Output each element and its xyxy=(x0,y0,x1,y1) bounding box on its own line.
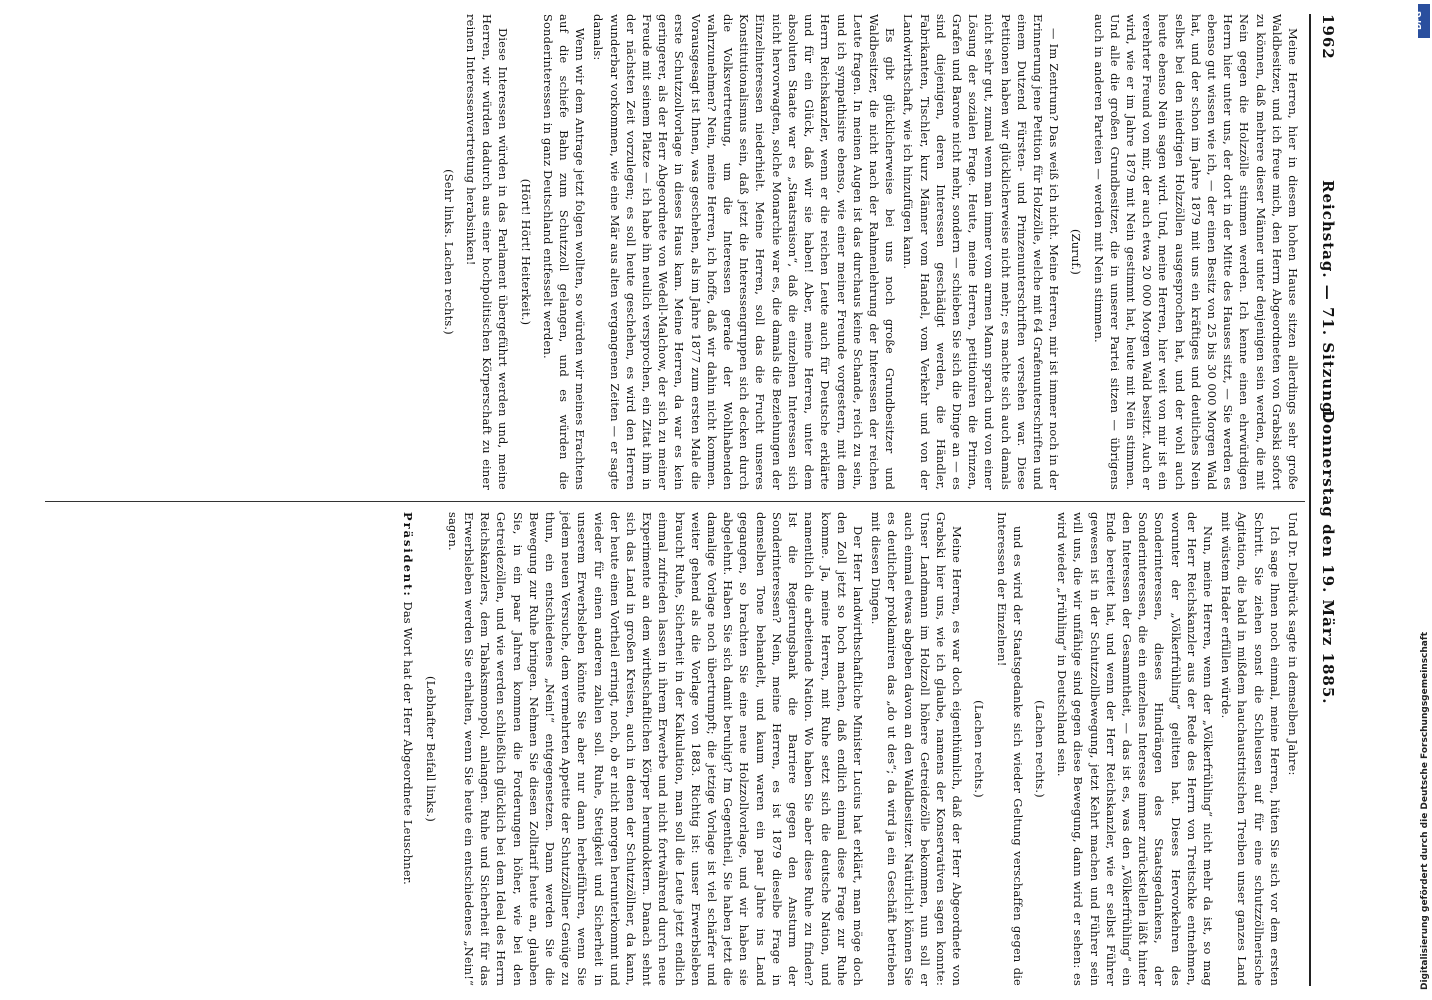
left-column xyxy=(435,14,1301,490)
header-rule xyxy=(1309,14,1311,986)
paragraph: Der Herr landwirthschaftliche Minister Lucius hat erklärt, man möge doch den Zoll jetzt so hoch machen, daß endlich einmal diese Frage zur Ruhe komme. Ja, meine Herren, mit Ruhe setzt sich die deutsche Nation, und namentlich die arbeitende Nation. Wo haben Sie aber diese Ruhe zu finden? Ist die Regierungsbank die Barriere gegen den Ansturm der Sonderinteressen? Nein, meine Herren, es ist 1879 dieselbe Frage in demselben Tone behandelt, und kaum waren ein paar Jahre ins Land gegangen, so brachten Sie eine neue Holzzollvorlage, und wir haben sie abgelehnt. Haben Sie sich damit beruhigt? Im Gegentheil, Sie haben jetzt die damalige Vorlage noch übertrumpft; die jetzige Vorlage ist viel schärfer und weiter gehend als die Vorlage von 1883. Richtig ist: unser Erwerbsleben braucht Ruhe, Sicherheit in der Kalkulation, man soll die Leute jetzt endlich einmal zufrieden lassen in ihrem Erwerbe und nicht fortwährend durch neue Experimente an dem wirthschaftlichen Körper herumdoktern. Danach sehnt sich das Land in großen Kreisen, auch in denen der Schutzzöllner, da kann, der heute einen Vortheil erringt, noch, ob er nicht morgen herunterkommt und wieder für einen anderen zahlen soll. Ruhe, Stetigkeit und Sicherheit in unserem Erwerbsleben könnte Sie aber nur dann herbeiführen, wenn Sie jedem neuen Versuche, dem vermehrten Appetite der Schutzzöllner Genüge zu thun, ein entschiedenes „Nein!“ entgegensetzen. Dann werden Sie die Bewegung zur Ruhe bringen. Nehmen Sie diesen Zolltarif heute an, glauben Sie, in ein paar Jahren kommen die Forderungen höher, wie bei den Getreidezöllen, und wie werden schließlich glücklich bei dem Ideal des Herrn Reichskanzlers, dem Tabaksmonopol, anlangen. Ruhe und Sicherheit für das Erwerbsleben werden Sie erhalten, wenn Sie heute ein entschiedenes „Nein!“ sagen. xyxy=(445,512,865,986)
paragraph: Meine Herren, es war doch eigenthümlich, daß der Herr Abgeordnete von Grabski hier uns, wie ich glaube, namens der Konservativen sagen konnte: Unser Landmann im Holzzoll höhere Getreidezölle bekommen, nun soll er auch einmal etwas abgeben davon an den Waldbesitzer. Natürlich! können Sie es deutlicher proklamiren das „do ut des“; da wird ja ein Geschäft betrieben mit diesen Dingen. xyxy=(869,512,965,986)
page-number: 1962 xyxy=(1319,14,1337,60)
stage-direction: (Hört! Hört! Heiterkeit.) xyxy=(518,178,533,326)
stage-direction: (Lachen rechts.) xyxy=(1032,700,1047,798)
paragraph: Und Dr. Delbrück sagte in demselben Jahre: xyxy=(1286,512,1300,776)
paragraph: Wenn wir dem Antrage jetzt folgen wollten, so würden wir meines Erachtens auf die schiefe Bahn zum Schutzzoll gelangen, und es würden die Sonderinteressen in ganz Deutschland entfesselt werden. xyxy=(540,14,588,490)
dfg-logo-text: DFG xyxy=(1413,11,1423,30)
right-column xyxy=(398,512,1301,986)
paragraph: und es wird der Staatsgedanke sich wieder Geltung verschaffen gegen die Interessen der Einzelnen! xyxy=(994,512,1025,986)
stage-direction: (Lachen rechts.) xyxy=(972,700,987,798)
page-header xyxy=(1311,0,1345,1000)
header-date: Donnerstag den 19. März 1885. xyxy=(1319,410,1337,705)
paragraph: Es gibt glücklicherweise bei uns noch große Grundbesitzer und Waldbesitzer, die nicht nach der Rahmenlehrung der Interessen der reichen Leute fragen. In meinen Augen ist das durchaus keine Schande, reich zu sein, und ich sympathisire ebenso, wie einer meiner Freunde vorgestern, mit dem Herrn Reichskanzler, wenn er die reichen Leute auch für Deutsche erklärte und für ein Glück, daß wir sie haben! Aber, meine Herren, unter dem absoluten Staate war es „Staatsraison“, daß die einzelnen Interessen sich nicht hervorwagten, solche Monarchie war es, die damals die Beziehungen der Einzelinteressen niederhielt. Meine Herren, soll das die Frucht unseres Konstitutionalismus sein, daß jetzt die Interessengruppen sich decken durch die Volksvertretung, um die Interessen gerade der Wohlhabenden wahrzunehmen? Nein, meine Herren, ich hoffe, daß wir dahin nicht kommen. Vorausgesagt ist Ihnen, was geschehen, als im Jahre 1877 zum ersten Male die erste Schutzzollvorlage in dieses Haus kam. Meine Herren, da war es kein geringerer, als der Herr Abgeordnete von Wedell-Malchow, der sich zu meiner Freude mit seinem Platze — ich habe ihn neulich versprochen, ein Zitat ihm in der nächsten Zeit vorzulegen; es soll heute geschehen, es wird den Herren wunderbar vorkommen, wie eine Mär aus alten vergangenen Zeiten — er sagte damals: xyxy=(591,14,898,490)
digitization-note: Digitalisierung gefördert durch die Deutsche Forschungsgemeinschaft xyxy=(1420,631,1430,990)
dfg-logo xyxy=(1413,4,1430,38)
column-divider xyxy=(45,501,1305,502)
paragraph: Ich sage Ihnen noch einmal, meine Herren, hüten Sie sich vor dem ersten Schritt. Sie ziehen sonst die Schleusen auf für eine schutzzöllnerische Agitation, die bald in mißdem hauchaustritsichen Treiben unser ganzes Land mit wüstem Hader erfüllen würde. xyxy=(1219,512,1282,986)
paragraph: Meine Herren, hier in diesem hohen Hause sitzen allerdings sehr große Waldbesitzer, und ich freue mich, den Herrn Abgeordneten von Grabski sofort zu können, daß mehrere dieser Männer unter denjenigen sein werden, die mit Nein gegen die Holzzölle stimmen werden. Ich kenne einen ehrwürdigen Herrn hier unter uns, der dort in der Mitte des Hauses sitzt, — Sie werden es ebenso gut wissen wie ich, — der einen Besitz von 25 bis 30 000 Morgen Wald hat, und der schon im Jahre 1879 mit uns ein kräftiges und deutliches Nein selbst bei den niedrigen Holzzöllen ausgesprochen hat, und der wohl auch heute ebenso Nein sagen wird. Und, meine Herren, hier weit von mir ist ein verehrter Freund von mir, der auch etwa 20 000 Morgen Wald besitzt. Auch er wird, wie er im Jahre 1879 mit Nein gestimmt hat, heute mit Nein stimmen. Und alle die großen Grundbesitzer, die in unserer Partei sitzen — übrigens auch in anderen Parteien — werden mit Nein stimmen. xyxy=(1091,14,1300,490)
stage-direction: (Lebhafter Beifall links.) xyxy=(423,675,438,823)
paragraph: — Im Zentrum? Das weiß ich nicht. Meine Herren, mir ist immer noch in der Erinnerung jene Petition für Holzzölle, welche mit 64 Grafenunterschriften und einem Dutzend Fürsten- und Prinzenunterschriften versehen war. Diese Petitionen haben wir glücklicherweise nicht mehr; es machte sich auch damals nicht sehr gut, zumal wenn man immer vom armen Mann sprach und von einer Lösung der sozialen Frage. Heute, meine Herren, petitioniren die Prinzen, Grafen und Barone nicht mehr, sondern — schieben Sie sich die Dinge an — es sind diejenigen, deren Interessen geschädigt werden, die Händler, Fabrikanten, Tischler, kurz Männer vom Handel, vom Verkehr und von der Landwirthschaft, wie ich hinzufügen kann. xyxy=(901,14,1062,490)
document-page xyxy=(35,0,1345,1000)
speaker-text: Das Wort hat der Herr Abgeordnete Leuschner. xyxy=(401,601,416,885)
stage-direction: (Sehr links. Lachen rechts.) xyxy=(441,169,456,335)
paragraph: Nun, meine Herren, wenn der „Völkerfrühling“ nicht mehr da ist, so mag der Herr Reichskanzler aus der Rede des Herrn von Treitschke entnehmen, worunter der „Völkerfrühling“ gelitten hat. Dieses Hervorkehren des Sonderinteressen, dieses Hindrängen des Staatsgedankens, der Sonderinteressen, die ein einzelnes Interesse immer zurückstellen läßt hinter den Interessen der Gesammtheit, — das ist es, was den „Völkerfrühling“ ein Ende bereitet hat, und wenn der Herr Reichskanzler, wie er selbst Führer gewesen ist in der Schutzzollbewegung, jetzt Kehrt machen und Führer sein will uns, die wir unfähige sind gegen diese Bewegung, dann wird er sehen: es wird wieder „Frühling“ in Deutschland sein. xyxy=(1055,512,1215,986)
president-remark xyxy=(400,512,416,986)
speaker-label: Präsident: xyxy=(401,512,416,598)
stage-direction: (Zuruf.) xyxy=(1069,229,1084,275)
paragraph: Diese Interessen würden in das Parlament übergeführt werden und, meine Herren, wir würden dadurch aus einer hochpolitischen Körperschaft zu einer reinen Interessenvertretung herabsinken! xyxy=(464,14,511,490)
header-session: Reichstag. — 71. Sitzung. xyxy=(1319,180,1337,420)
